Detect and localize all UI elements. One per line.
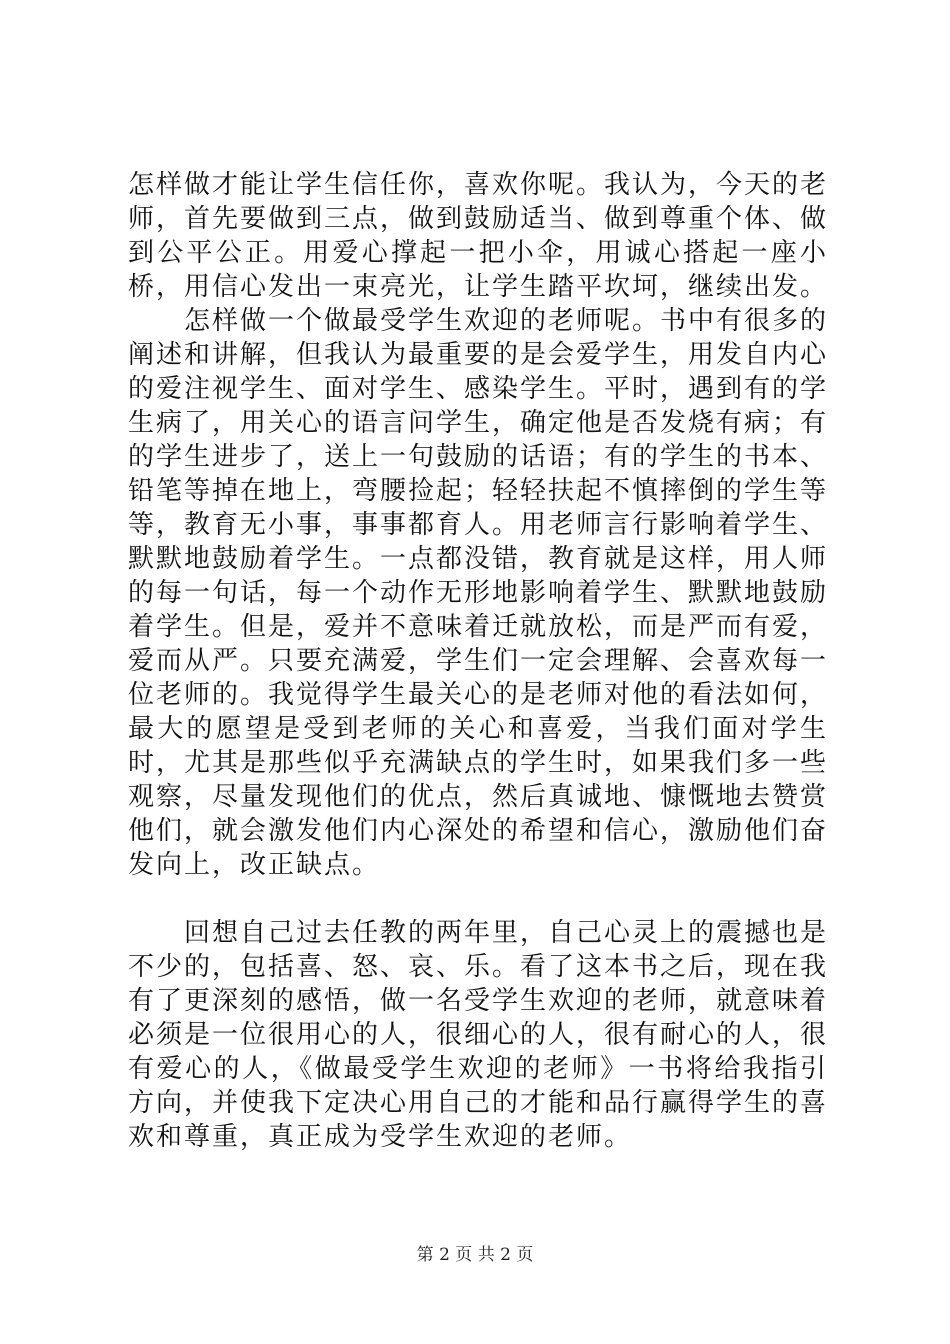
paragraph-1: 怎样做才能让学生信任你，喜欢你呢。我认为，今天的老师，首先要做到三点，做到鼓励适当、做到尊重个体、做到公平公正。用爱心撑起一把小伞，用诚心搭起一座小桥，用信心发出一束亮光，让学生踏平坎坷，继续出发。 (128, 170, 829, 302)
page-number-footer: 第 2 页 共 2 页 (416, 1245, 534, 1265)
paragraph-2: 怎样做一个做最受学生欢迎的老师呢。书中有很多的阐述和讲解，但我认为最重要的是会爱学生，用发自内心的爱注视学生、面对学生、感染学生。平时，遇到有的学生病了，用关心的语言问学生，确定他是否发烧有病；有的学生进步了，送上一句鼓励的话语；有的学生的书本、铅笔等掉在地上，弯腰捡起；轻轻扶起不慎摔倒的学生等等，教育无小事，事事都育人。用老师言行影响着学生、默默地鼓励着学生。一点都没错，教育就是这样，用人师的每一句话，每一个动作无形地影响着学生、默默地鼓励着学生。但是，爱并不意味着迁就放松，而是严而有爱，爱而从严。只要充满爱，学生们一定会理解、会喜欢每一位老师的。我觉得学生最关心的是老师对他的看法如何，最大的愿望是受到老师的关心和喜爱，当我们面对学生时，尤其是那些似乎充满缺点的学生时，如果我们多一些观察，尽量发现他们的优点，然后真诚地、慷慨地去赞赏他们，就会激发他们内心深处的希望和信心，激励他们奋发向上，改正缺点。 (128, 306, 829, 880)
paragraph-3: 回想自己过去任教的两年里，自己心灵上的震撼也是不少的，包括喜、怒、哀、乐。看了这本书之后，现在我有了更深刻的感悟，做一名受学生欢迎的老师，就意味着必须是一位很用心的人，很细心的人，很有耐心的人，很有爱心的人，《做最受学生欢迎的老师》一书将给我指引方向，并使我下定决心用自己的才能和品行赢得学生的喜欢和尊重，真正成为受学生欢迎的老师。 (128, 918, 829, 1152)
document-body (128, 168, 828, 1154)
